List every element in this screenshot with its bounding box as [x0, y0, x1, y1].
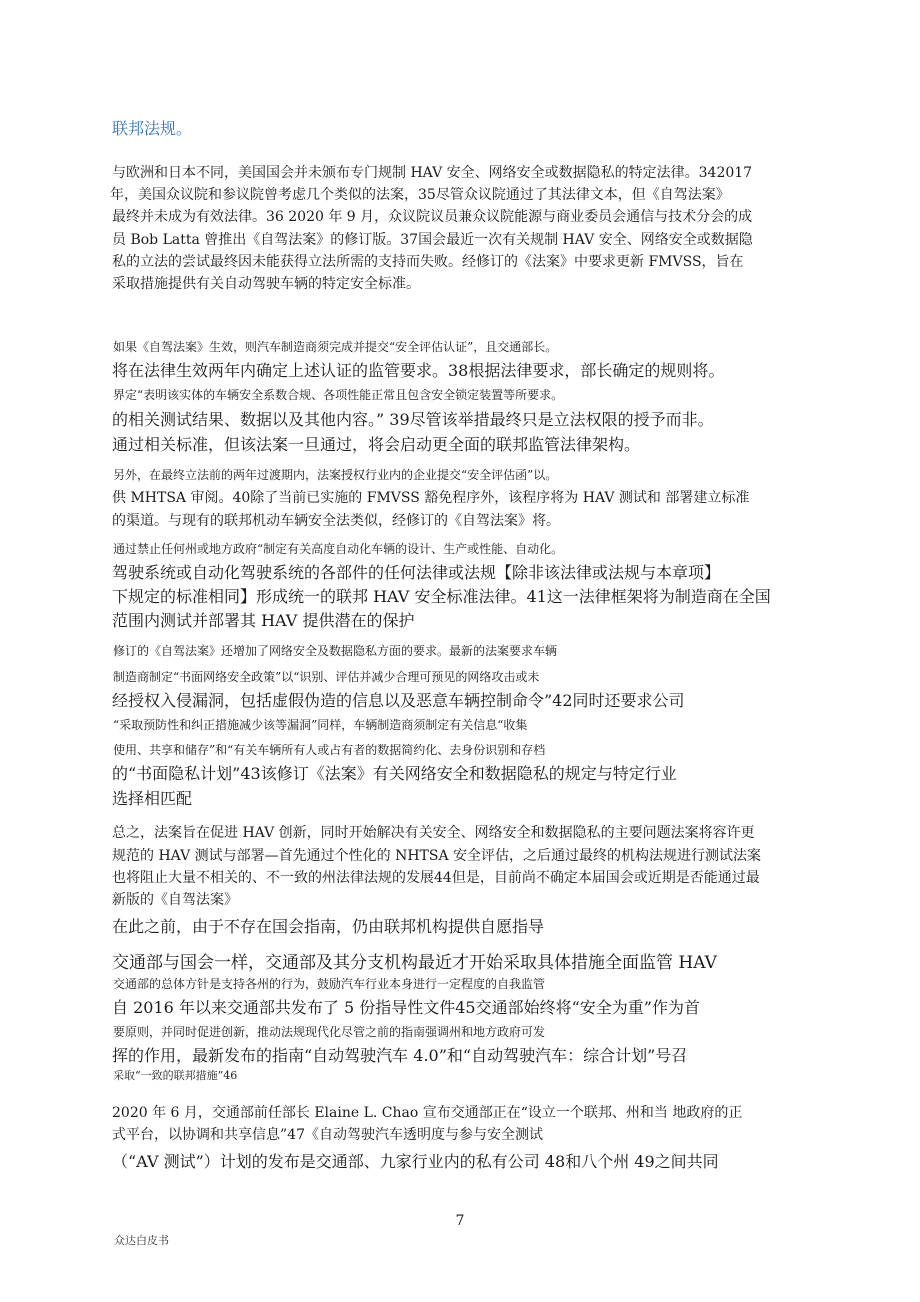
text-line: 的“书面隐私计划”43该修订《法案》有关网络安全和数据隐私的规定与特定行业 [112, 764, 677, 783]
text-line: 最终并未成为有效法律。36 2020 年 9 月，众议院议员兼众议院能源与商业委员会通信与技术分会的成 [112, 209, 753, 225]
text-line: 界定“表明该实体的车辆安全系数合规、各项性能正常且包含安全锁定装置等所要求。 [113, 388, 564, 402]
text-line: 修订的《自驾法案》还增加了网络安全及数据隐私方面的要求。最新的法案要求车辆 [113, 644, 558, 658]
text-line: 的相关测试结果、数据以及其他内容。” 39尽管该举措最终只是立法权限的授予而非。 [112, 410, 714, 429]
text-line: 的渠道。与现有的联邦机动车辆安全法类似，经修订的《自驾法案》将。 [112, 513, 560, 529]
text-line: 经授权入侵漏洞，包括虚假伪造的信息以及恶意车辆控制命令”42同时还要求公司 [112, 691, 685, 710]
text-line: 与欧洲和日本不同，美国国会并未颁布专门规制 HAV 安全、网络安全或数据隐私的特定法律。342017 [112, 165, 753, 181]
text-line: 范围内测试并部署其 HAV 提供潜在的保护 [112, 611, 415, 630]
text-line: 式平台，以协调和共享信息”47《自动驾驶汽车透明度与参与安全测试 [112, 1127, 543, 1143]
text-line: 2020 年 6 月，交通部前任部长 Elaine L. Chao 宣布交通部正在“设立一个联邦、州和当 地政府的正 [112, 1105, 743, 1121]
footer-label: 众达白皮书 [114, 1234, 169, 1247]
section-heading: 联邦法规。 [112, 119, 193, 138]
text-line: 自 2016 年以来交通部共发布了 5 份指导性文件45交通部始终将“安全为重”作为首 [112, 998, 700, 1017]
text-line: 将在法律生效两年内确定上述认证的监管要求。38根据法律要求，部长确定的规则将。 [112, 361, 725, 380]
text-line: 在此之前，由于不存在国会指南，仍由联邦机构提供自愿指导 [112, 917, 545, 936]
page-number: 7 [455, 1213, 465, 1229]
text-line: 也将阻止大量不相关的、不一致的州法律法规的发展44但是，目前尚不确定本届国会或近期是否能通过最 [112, 870, 760, 886]
text-line: 驾驶系统或自动化驾驶系统的各部件的任何法律或法规【除非该法律或法规与本章项】 [112, 563, 721, 582]
text-line: 规范的 HAV 测试与部署—首先通过个性化的 NHTSA 安全评估，之后通过最终的机构法规进行测试法案 [112, 848, 762, 864]
text-line: 交通部的总体方针是支持各州的行为，鼓励汽车行业本身进行一定程度的自我监管 [113, 977, 546, 991]
text-line: 总之，法案旨在促进 HAV 创新，同时开始解决有关安全、网络安全和数据隐私的主要问题法案将容许更 [112, 825, 755, 841]
text-line: 交通部与国会一样，交通部及其分支机构最近才开始采取具体措施全面监管 HAV [112, 953, 717, 973]
text-line: 选择相匹配 [112, 789, 193, 808]
text-line: 新版的《自驾法案》 [112, 892, 238, 908]
text-line: 如果《自驾法案》生效，则汽车制造商须完成并提交“安全评估认证”，且交通部长。 [113, 340, 558, 354]
text-line: 另外，在最终立法前的两年过渡期内，法案授权行业内的企业提交“安全评估函”以。 [113, 468, 558, 482]
text-line: 私的立法的尝试最终因未能获得立法所需的支持而失败。经修订的《法案》中要求更新 FMVSS，旨在 [112, 254, 744, 270]
text-line: 员 Bob Latta 曾推出《自驾法案》的修订版。37国会最近一次有关规制 HAV 安全、网络安全或数据隐 [112, 232, 753, 248]
text-line: “采取预防性和纠正措施减少该等漏洞”同样，车辆制造商须制定有关信息“收集 [113, 718, 528, 732]
text-line: 采取措施提供有关自动驾驶车辆的特定安全标准。 [112, 276, 420, 292]
text-line: 年，美国众议院和参议院曾考虑几个类似的法案，35尽管众议院通过了其法律文本，但《自驾法案》 [110, 187, 730, 203]
text-line: 采取“一致的联邦措施”46 [113, 1069, 238, 1082]
text-line: （“AV 测试”）计划的发布是交通部、九家行业内的私有公司 48和八个州 49之间共同 [112, 1152, 719, 1171]
text-line: 挥的作用，最新发布的指南“自动驾驶汽车 4.0”和“自动驾驶汽车：综合计划”号召 [112, 1046, 688, 1065]
text-line: 要原则，并同时促进创新，推动法规现代化尽管之前的指南强调州和地方政府可发 [113, 1025, 546, 1039]
text-line: 制造商制定“书面网络安全政策”以“识别、评估并减少合理可预见的网络攻击或未 [113, 670, 540, 684]
text-line: 供 MHTSA 审阅。40除了当前已实施的 FMVSS 豁免程序外，该程序将为 HAV 测试和 部署建立标准 [112, 490, 750, 506]
text-line: 使用、共享和储存”和“有关车辆所有人或占有者的数据简约化、去身份识别和存档 [113, 743, 546, 757]
text-line: 通过相关标准，但该法案一旦通过，将会启动更全面的联邦监管法律架构。 [112, 435, 641, 454]
text-line: 通过禁止任何州或地方政府“制定有关高度自动化车辆的设计、生产或性能、自动化。 [113, 542, 564, 556]
text-line: 下规定的标准相同】形成统一的联邦 HAV 安全标准法律。41这一法律框架将为制造商在全国 [112, 587, 771, 606]
